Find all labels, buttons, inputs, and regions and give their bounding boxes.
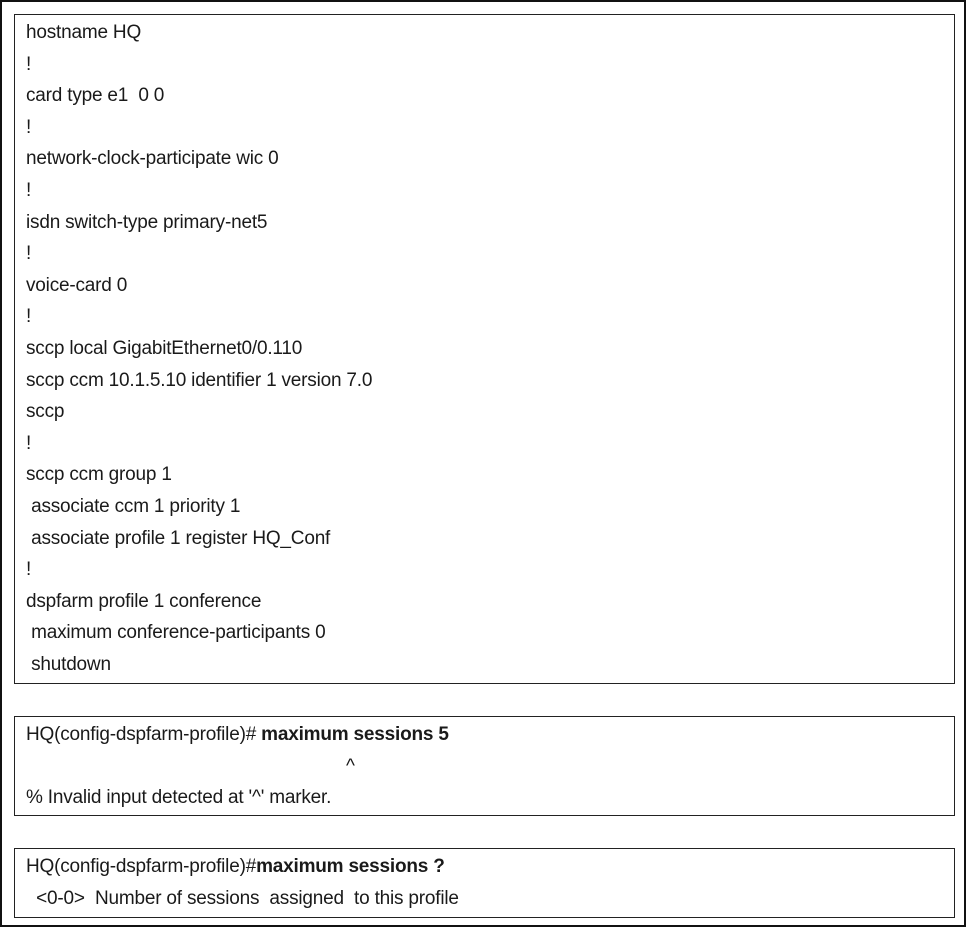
entered-command: maximum sessions 5 [256, 724, 449, 745]
error-lines [26, 719, 449, 814]
error-message: % Invalid input detected at '^' marker. [26, 787, 332, 808]
help-description: <0-0> Number of sessions assigned to this profile [26, 887, 459, 909]
error-output-panel [14, 716, 955, 816]
config-line: sccp ccm 10.1.5.10 identifier 1 version 7.0 [26, 369, 373, 391]
config-line: ! [26, 306, 32, 328]
config-line: maximum conference-participants 0 [26, 622, 326, 644]
config-line: associate ccm 1 priority 1 [26, 495, 241, 517]
config-line: sccp [26, 401, 65, 423]
config-line: ! [26, 559, 32, 581]
config-line: ! [26, 116, 32, 138]
config-line: ! [26, 243, 32, 265]
command-line [26, 851, 459, 883]
config-line: shutdown [26, 653, 111, 675]
error-caret: ^ [26, 755, 355, 777]
config-line: voice-card 0 [26, 274, 128, 296]
config-lines [26, 17, 372, 680]
config-line: sccp local GigabitEthernet0/0.110 [26, 337, 303, 359]
config-line: dspfarm profile 1 conference [26, 590, 262, 612]
running-config-panel [14, 14, 955, 684]
config-line: ! [26, 53, 32, 75]
cli-prompt: HQ(config-dspfarm-profile)# [26, 724, 257, 745]
config-line: ! [26, 432, 32, 454]
help-output-panel [14, 848, 955, 918]
config-line: card type e1 0 0 [26, 85, 165, 107]
config-line: hostname HQ [26, 22, 142, 43]
command-line [26, 719, 449, 751]
cli-prompt: HQ(config-dspfarm-profile)# [26, 856, 257, 877]
config-line: isdn switch-type primary-net5 [26, 211, 268, 233]
config-line: ! [26, 179, 32, 201]
config-line: network-clock-participate wic 0 [26, 148, 279, 170]
entered-command: maximum sessions ? [256, 856, 445, 877]
config-line: associate profile 1 register HQ_Conf [26, 527, 331, 549]
help-lines [26, 851, 459, 914]
config-line: sccp ccm group 1 [26, 464, 172, 486]
